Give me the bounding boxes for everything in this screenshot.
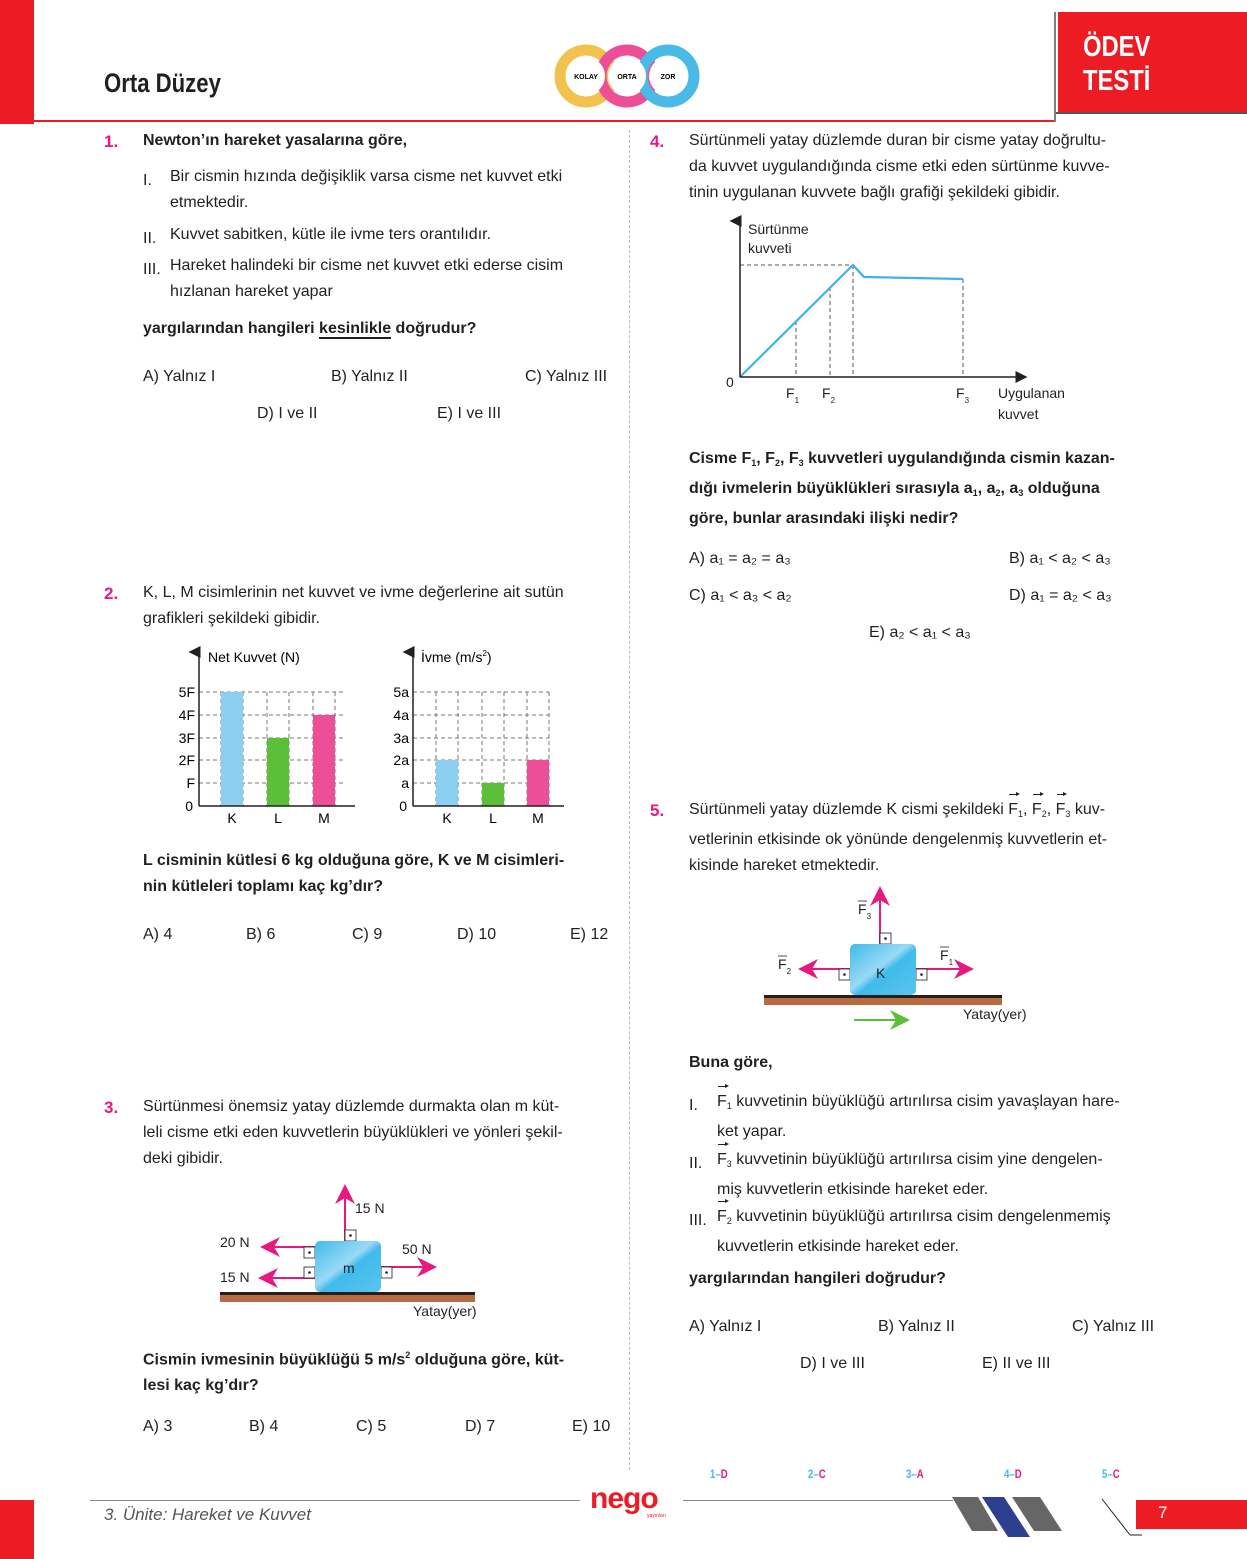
tick: 4F xyxy=(178,707,195,723)
footer-rule xyxy=(683,1500,953,1501)
option-b[interactable]: B) Yalnız II xyxy=(878,1318,955,1335)
intro-line: Sürtünmeli yatay düzlemde K cismi şekildeki $F_1$, $F_2$, $F_3$ kuv- xyxy=(689,797,1107,827)
option-d[interactable]: D) 7 xyxy=(465,1418,496,1435)
intro-line: Sürtünmesi önemsiz yatay düzlemde durmakta olan m küt- xyxy=(143,1098,560,1115)
tick-f1: $F_1$ xyxy=(786,385,800,405)
option-b[interactable]: B) Yalnız II xyxy=(331,368,408,385)
statement-line: ket yapar. xyxy=(717,1123,787,1140)
question-intro xyxy=(689,128,1110,206)
force-diagram-q5 xyxy=(750,880,1050,1030)
badge-underline xyxy=(1056,112,1247,114)
option-b[interactable]: B) 6 xyxy=(246,926,276,943)
intro-line: deki gibidir. xyxy=(143,1150,224,1167)
question-intro xyxy=(689,797,1107,879)
intro-line: Sürtünmeli yatay düzlemde duran bir cisme yatay doğrultu- xyxy=(689,132,1107,149)
bar-m xyxy=(527,760,549,806)
roman-numeral: III. xyxy=(143,261,161,278)
option-d[interactable]: D) a₁ = a₂ < a₃ xyxy=(1009,587,1112,604)
roman-numeral: III. xyxy=(689,1212,707,1229)
roman-numeral: II. xyxy=(143,230,157,247)
tick-f3: $F_3$ xyxy=(956,385,970,405)
decorative-stripes xyxy=(952,1497,1142,1537)
prompt-line: lesi kaç kg’dır? xyxy=(143,1377,259,1395)
statement-text xyxy=(170,253,563,305)
tick: a xyxy=(401,775,409,791)
bar-k xyxy=(221,692,243,806)
question-stem: Newton’ın hareket yasalarına göre, xyxy=(143,132,408,149)
badge-line-2: TESTİ xyxy=(1083,65,1151,97)
origin-label: 0 xyxy=(726,374,734,390)
question-number: 5. xyxy=(650,801,665,820)
roman-numeral: I. xyxy=(689,1097,698,1114)
tick: 3a xyxy=(393,730,409,746)
badge-left-rule xyxy=(1054,12,1056,122)
ring-label-zor: ZOR xyxy=(660,74,676,81)
statement-text: Kuvvet sabitken, kütle ile ivme ters orantılıdır. xyxy=(170,226,492,243)
question-number: 3. xyxy=(104,1098,119,1117)
prompt-line: göre, bunlar arasındaki ilişki nedir? xyxy=(689,510,959,527)
bar-l xyxy=(267,738,289,806)
tick: 5F xyxy=(178,684,195,700)
force-label-left-bottom: 15 N xyxy=(220,1269,250,1285)
option-a[interactable]: A) 4 xyxy=(143,926,173,943)
category-label: K xyxy=(227,810,237,826)
statement-text xyxy=(170,164,562,216)
category-label: M xyxy=(532,810,544,826)
statement-line: Bir cismin hızında değişiklik varsa cisme net kuvvet etki xyxy=(170,168,563,185)
answer-2: 2–C xyxy=(808,1467,826,1481)
option-d[interactable]: D) I ve II xyxy=(257,405,318,422)
label-f2: $F_2$ xyxy=(778,956,792,976)
y-axis-label: kuvveti xyxy=(748,240,792,256)
badge-line-1: ÖDEV xyxy=(1083,31,1151,63)
statement-text xyxy=(717,1089,1120,1145)
option-c[interactable]: C) 9 xyxy=(352,926,383,943)
roman-numeral: II. xyxy=(689,1155,703,1172)
intro-line: da kuvvet uygulandığında cisme etki eden sürtünme kuvve- xyxy=(689,158,1110,175)
x-axis-label: Uygulanan xyxy=(998,385,1065,401)
red-margin-strip-top xyxy=(0,0,34,124)
statement-line: etmektedir. xyxy=(170,194,249,211)
statement-line: kuvvetlerin etkisinde hareket eder. xyxy=(717,1238,959,1255)
category-label: L xyxy=(274,810,282,826)
force-label-left-top: 20 N xyxy=(220,1234,250,1250)
publisher-logo-sub: yayınları xyxy=(647,1513,666,1519)
bar-m xyxy=(313,715,335,806)
answer-5: 5–C xyxy=(1102,1467,1120,1481)
option-e[interactable]: E) II ve III xyxy=(982,1355,1051,1372)
intro-line: grafikleri şekildeki gibidir. xyxy=(143,610,320,627)
option-d[interactable]: D) I ve III xyxy=(800,1355,865,1372)
statement-line: $F_1$ kuvvetinin büyüklüğü artırılırsa cisim yavaşlayan hare- xyxy=(717,1089,1120,1119)
header-rule xyxy=(34,120,1054,122)
option-a[interactable]: A) a₁ = a₂ = a₃ xyxy=(689,550,791,567)
question-prompt xyxy=(143,316,476,342)
friction-curve xyxy=(740,265,963,377)
statement-text xyxy=(717,1204,1111,1260)
prompt-line: dığı ivmelerin büyüklükleri sırasıyla $a_1$, $a_2$, $a_3$ olduğuna xyxy=(689,480,1100,498)
intro-line: leli cisme etki eden kuvvetlerin büyüklükleri ve yönleri şekil- xyxy=(143,1124,563,1141)
tick: 2a xyxy=(393,752,409,768)
question-intro xyxy=(143,580,564,632)
page-level-title: Orta Düzey xyxy=(104,68,221,98)
tick: 2F xyxy=(178,752,195,768)
roman-numeral: I. xyxy=(143,172,152,189)
answer-4: 4–D xyxy=(1004,1467,1022,1481)
prompt-line: Cismin ivmesinin büyüklüğü 5 $m/s^2$ olduğuna göre, küt- xyxy=(143,1350,565,1369)
option-e[interactable]: E) I ve III xyxy=(437,405,502,422)
option-c[interactable]: C) Yalnız III xyxy=(1072,1318,1155,1335)
option-a[interactable]: A) Yalnız I xyxy=(143,368,216,385)
option-c[interactable]: C) Yalnız III xyxy=(525,368,608,385)
tick: 4a xyxy=(393,707,409,723)
ground-label: Yatay(yer) xyxy=(413,1303,477,1319)
mass-label: m xyxy=(343,1260,355,1276)
statement-line: miş kuvvetlerin etkisinde hareket eder. xyxy=(717,1181,989,1198)
prompt-part: doğrudur? xyxy=(391,320,477,337)
option-a[interactable]: A) Yalnız I xyxy=(689,1318,762,1335)
friction-graph xyxy=(720,215,1090,430)
intro-line: K, L, M cisimlerinin net kuvvet ve ivme değerlerine ait sutün xyxy=(143,584,564,601)
question-number: 4. xyxy=(650,132,665,151)
tick: 0 xyxy=(399,798,407,814)
option-c[interactable]: C) a₁ < a₃ < a₂ xyxy=(689,587,792,604)
column-divider xyxy=(629,130,630,1470)
ground-label: Yatay(yer) xyxy=(963,1006,1027,1022)
ring-label-kolay: KOLAY xyxy=(574,74,598,81)
category-label: K xyxy=(442,810,452,826)
prompt-part: yargılarından hangileri xyxy=(143,320,320,337)
page-number: 7 xyxy=(1136,1500,1247,1529)
difficulty-rings-logo xyxy=(546,40,716,110)
option-b[interactable]: B) a₁ < a₂ < a₃ xyxy=(1009,550,1111,567)
chart-title: Net Kuvvet (N) xyxy=(208,649,300,665)
acceleration-chart xyxy=(393,648,564,826)
question-intro xyxy=(143,1094,563,1172)
bar-k xyxy=(436,760,458,806)
question-prompt xyxy=(143,848,564,900)
option-b[interactable]: B) 4 xyxy=(249,1418,279,1435)
mass-label: K xyxy=(876,965,886,981)
tick: 3F xyxy=(178,730,195,746)
emphasis-word: kesinlikle xyxy=(319,320,392,337)
prompt-line: Cisme $F_1$, $F_2$, $F_3$ kuvvetleri uygulandığında cismin kazan- xyxy=(689,450,1115,468)
question-prompt xyxy=(689,446,1115,532)
homework-test-badge xyxy=(1058,12,1247,112)
category-label: M xyxy=(318,810,330,826)
label-f3: $F_3$ xyxy=(858,901,872,921)
intro-line: tinin uygulanan kuvvete bağlı grafiği şekildeki gibidir. xyxy=(689,184,1060,201)
question-prompt: yargılarından hangileri doğrudur? xyxy=(689,1270,946,1287)
answer-3: 3–A xyxy=(906,1467,924,1481)
chart-title: İvme $(m/s^2)$ xyxy=(421,649,492,665)
net-force-chart xyxy=(179,649,355,826)
red-margin-strip-bottom xyxy=(0,1500,34,1559)
intro-line: vetlerinin etkisinde ok yönünde dengelenmiş kuvvetlerin et- xyxy=(689,831,1108,848)
statement-line: hızlanan hareket yapar xyxy=(170,283,333,300)
statement-line: Hareket halindeki bir cisme net kuvvet etki ederse cisim xyxy=(170,257,564,274)
lead-text: Buna göre, xyxy=(689,1054,773,1071)
force-label-up: 15 N xyxy=(355,1200,385,1216)
ring-label-orta: ORTA xyxy=(617,74,637,81)
question-number: 2. xyxy=(104,584,119,603)
option-e[interactable]: E) 10 xyxy=(572,1418,611,1435)
tick: F xyxy=(186,775,195,791)
option-c[interactable]: C) 5 xyxy=(356,1418,387,1435)
statement-line: $F_3$ kuvvetinin büyüklüğü artırılırsa cisim yine dengelen- xyxy=(717,1147,1103,1177)
statement-text xyxy=(717,1147,1103,1203)
force-label-right: 50 N xyxy=(402,1241,432,1257)
category-label: L xyxy=(489,810,497,826)
publisher-logo: nego xyxy=(590,1482,658,1515)
prompt-line: L cisminin kütlesi 6 kg olduğuna göre, K ve M cisimleri- xyxy=(143,852,565,869)
answer-1: 1–D xyxy=(710,1467,728,1481)
option-e[interactable]: E) 12 xyxy=(570,926,609,943)
unit-title: 3. Ünite: Hareket ve Kuvvet xyxy=(104,1505,311,1524)
tick-f2: $F_2$ xyxy=(822,385,836,405)
prompt-line: nin kütleleri toplamı kaç kg’dır? xyxy=(143,878,384,895)
tick: 5a xyxy=(393,684,409,700)
intro-line: kisinde hareket etmektedir. xyxy=(689,857,880,874)
option-a[interactable]: A) 3 xyxy=(143,1418,173,1435)
bar-l xyxy=(482,783,504,806)
y-axis-label: Sürtünme xyxy=(748,221,809,237)
x-axis-label: kuvvet xyxy=(998,406,1039,422)
option-e[interactable]: E) a₂ < a₁ < a₃ xyxy=(869,624,971,641)
force-diagram-q3 xyxy=(200,1180,500,1320)
statement-line: $F_2$ kuvvetinin büyüklüğü artırılırsa cisim dengelenmemiş xyxy=(717,1204,1111,1234)
footer-rule xyxy=(90,1500,580,1501)
bar-charts xyxy=(150,640,570,835)
tick: 0 xyxy=(185,798,193,814)
question-prompt xyxy=(143,1342,564,1399)
label-f1: $F_1$ xyxy=(940,947,954,967)
option-d[interactable]: D) 10 xyxy=(457,926,497,943)
question-number: 1. xyxy=(104,132,119,151)
